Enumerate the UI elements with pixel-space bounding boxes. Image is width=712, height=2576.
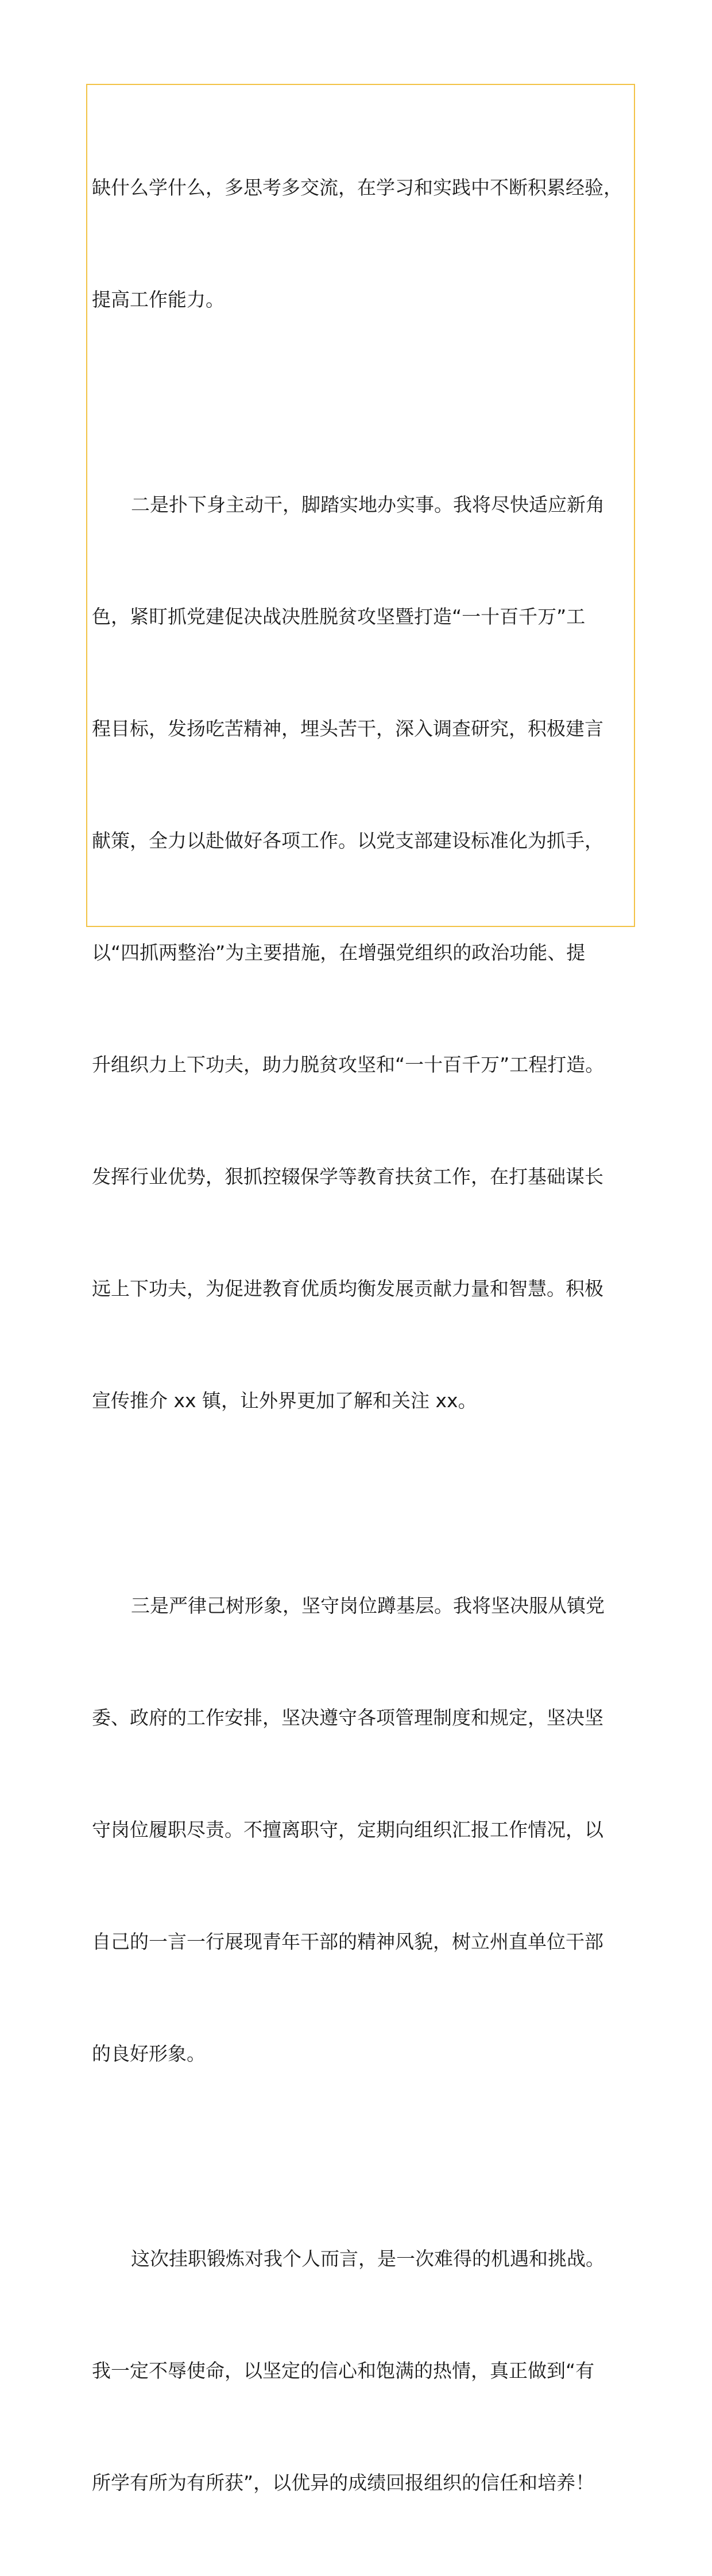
- text-line: 二是扑下身主动干，脚踏实地办实事。我将尽快适应新角: [131, 493, 605, 516]
- text-line: 献策，全力以赴做好各项工作。以党支部建设标准化为抓手，: [92, 829, 603, 852]
- paragraph-3: [92, 1512, 626, 2147]
- text-line: 守岗位履职尽责。不擅离职守，定期向组织汇报工作情况，以: [92, 1818, 603, 1841]
- text-line: 三是严律己树形象，坚守岗位蹲基层。我将坚决服从镇党: [131, 1594, 605, 1617]
- text-line: 缺什么学什么，多思考多交流，在学习和实践中不断积累经验，: [92, 176, 622, 199]
- text-line: 以“四抓两整治”为主要措施，在增强党组织的政治功能、提: [92, 941, 586, 964]
- text-line: 色，紧盯抓党建促决战决胜脱贫攻坚暨打造“一十百千万”工: [92, 605, 586, 628]
- text-line: 远上下功夫，为促进教育优质均衡发展贡献力量和智慧。积极: [92, 1277, 603, 1300]
- text-line: 所学有所为有所获”，以优异的成绩回报组织的信任和培养！: [92, 2471, 595, 2494]
- document-body: [92, 94, 626, 2576]
- text-line: 委、政府的工作安排，坚决遵守各项管理制度和规定，坚决坚: [92, 1706, 603, 1729]
- text-line: 发挥行业优势，狠抓控辍保学等教育扶贫工作，在打基础谋长: [92, 1165, 603, 1188]
- text-line: 提高工作能力。: [92, 288, 225, 311]
- text-line: 自己的一言一行展现青年干部的精神风貌，树立州直单位干部: [92, 1930, 603, 1953]
- paragraph-2: [92, 411, 626, 1494]
- paragraph-1: [92, 94, 626, 393]
- paragraph-4: [92, 2165, 626, 2576]
- text-line: 我一定不辱使命，以坚定的信心和饱满的热情，真正做到“有: [92, 2359, 595, 2382]
- paragraph-spacer: [92, 393, 626, 411]
- paragraph-spacer: [92, 1494, 626, 1512]
- text-line: 这次挂职锻炼对我个人而言，是一次难得的机遇和挑战。: [131, 2247, 605, 2270]
- paragraph-spacer: [92, 2147, 626, 2165]
- text-line: 升组织力上下功夫，助力脱贫攻坚和“一十百千万”工程打造。: [92, 1053, 605, 1076]
- text-line: 宣传推介 xx 镇，让外界更加了解和关注 xx。: [92, 1389, 477, 1412]
- text-line: 的良好形象。: [92, 2042, 206, 2065]
- text-line: 程目标，发扬吃苦精神，埋头苦干，深入调查研究，积极建言: [92, 717, 603, 740]
